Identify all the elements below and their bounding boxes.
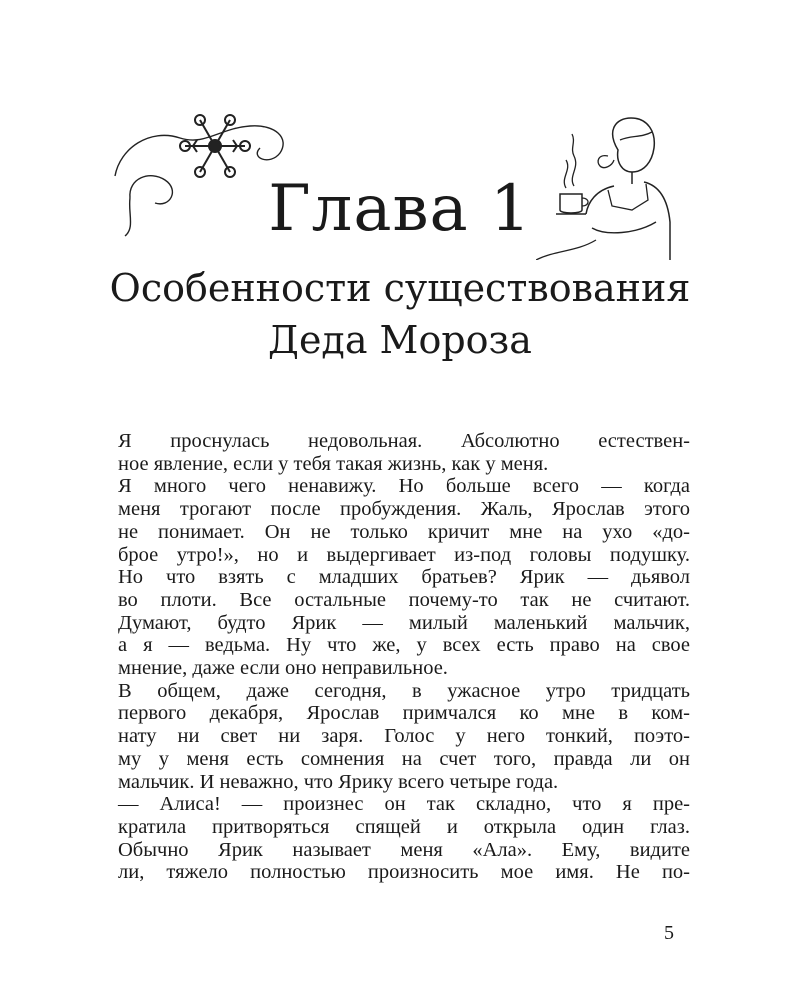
chapter-subtitle-line: Особенности существования [109,266,691,310]
text-line: Но что взять с младших братьев? Ярик — дьявол [118,566,690,589]
text-line: В общем, даже сегодня, в ужасное утро тридцать [118,679,690,702]
text-line: во плоти. Все остальные почему-то так не считают. [118,588,690,611]
text-line: брое утро!», но и выдергивает из-под головы подушку. [118,543,690,566]
text-line: не понимает. Он не только кричит мне на ухо «до- [118,520,690,543]
text-line: мальчик. И неважно, что Ярику всего четыре года. [118,770,559,793]
text-line: мнение, даже если оно неправильное. [118,657,448,680]
text-line: меня трогают после пробуждения. Жаль, Ярослав этого [118,498,690,521]
text-line: Обычно Ярик называет меня «Ала». Ему, видите [118,838,690,861]
chapter-title: Глава 1 [268,172,532,246]
text-line: — Алиса! — произнес он так складно, что я пре- [118,793,690,816]
text-line: му у меня есть сомнения на счет того, правда ли он [118,747,690,770]
text-line: ли, тяжело полностью произносить мое имя. Не по- [118,861,690,884]
chapter-subtitle [60,262,740,366]
text-line: ное явление, если у тебя такая жизнь, как у меня. [118,452,549,475]
text-line: кратила притворяться спящей и открыла один глаз. [118,815,690,838]
text-line: Думают, будто Ярик — милый маленький мальчик, [118,611,690,634]
text-line: Я много чего ненавижу. Но больше всего — когда [118,475,690,498]
text-line: а я — ведьма. Ну что же, у всех есть право на свое [118,634,690,657]
page-number: 5 [664,922,674,944]
text-line: Я проснулась недовольная. Абсолютно естествен- [118,430,690,452]
text-line: первого декабря, Ярослав примчался ко мне в ком- [118,702,690,725]
chapter-subtitle-line: Деда Мороза [268,318,532,362]
text-line: нату ни свет ни заря. Голос у него тонкий, поэто- [118,725,690,748]
chapter-body-text [118,430,690,884]
